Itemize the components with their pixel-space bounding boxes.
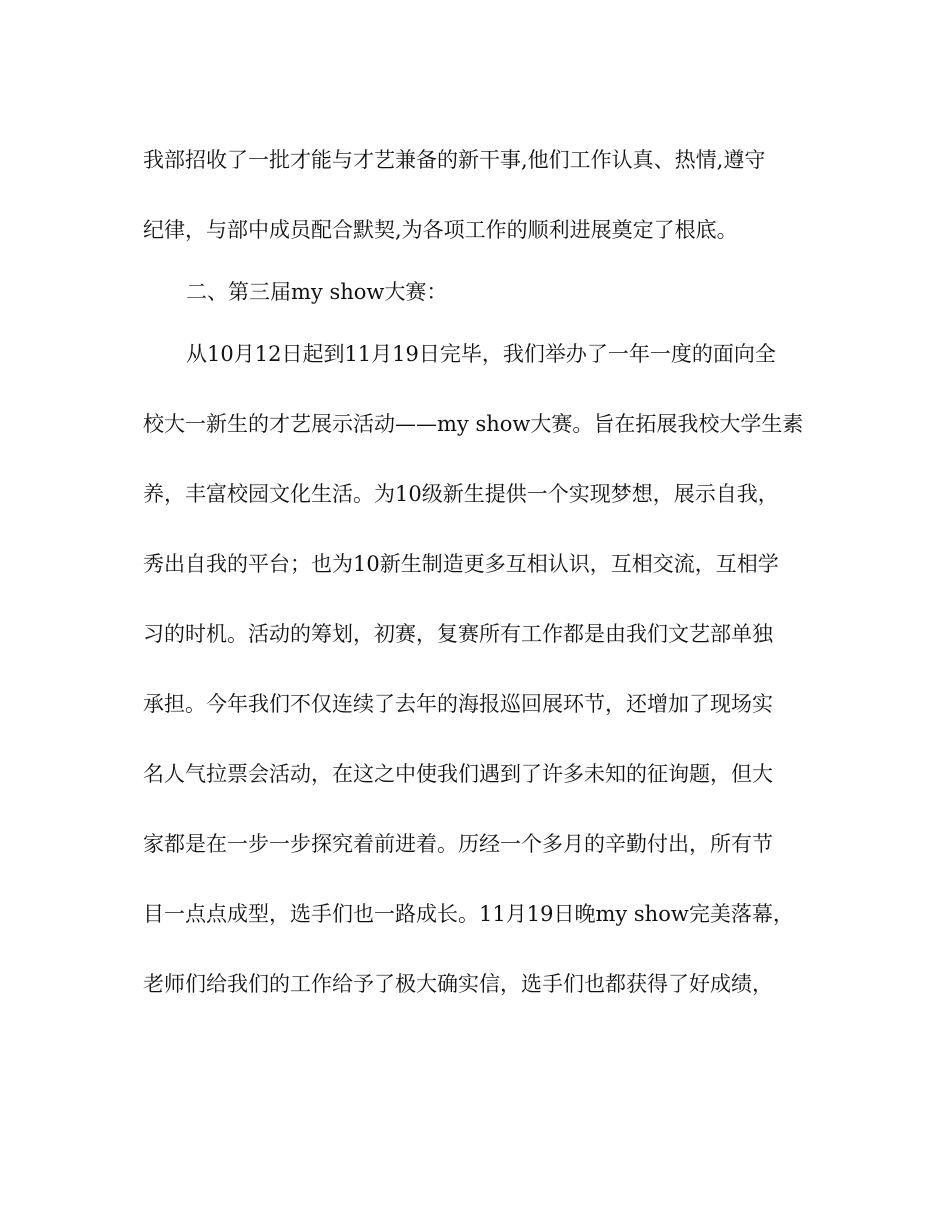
paragraph-line: 名人气拉票会活动，在这之中使我们遇到了许多未知的征询题，但大 xyxy=(143,762,773,786)
paragraph-line: 校大一新生的才艺展示活动——my show大赛。旨在拓展我校大学生素 xyxy=(143,412,804,436)
paragraph-line: 习的时机。活动的筹划，初赛，复赛所有工作都是由我们文艺部单独 xyxy=(143,622,773,646)
paragraph-line: 老师们给我们的工作给予了极大确实信，选手们也都获得了好成绩， xyxy=(143,972,773,996)
section-heading: 二、第三届my show大赛： xyxy=(186,280,448,304)
paragraph-line: 养，丰富校园文化生活。为10级新生提供一个实现梦想，展示自我， xyxy=(143,482,779,506)
paragraph-line: 目一点点成型，选手们也一路成长。11月19日晚my show完美落幕， xyxy=(143,902,794,926)
paragraph-line: 承担。今年我们不仅连续了去年的海报巡回展环节，还增加了现场实 xyxy=(143,692,773,716)
paragraph-line: 我部招收了一批才能与才艺兼备的新干事,他们工作认真、热情,遵守 xyxy=(143,148,766,172)
paragraph-line: 纪律，与部中成员配合默契,为各项工作的顺利进展奠定了根底。 xyxy=(143,218,738,242)
paragraph-line: 秀出自我的平台；也为10新生制造更多互相认识，互相交流，互相学 xyxy=(143,552,779,576)
paragraph-line: 家都是在一步一步探究着前进着。历经一个多月的辛勤付出，所有节 xyxy=(143,832,773,856)
paragraph-line: 从10月12日起到11月19日完毕，我们举办了一年一度的面向全 xyxy=(186,342,776,366)
